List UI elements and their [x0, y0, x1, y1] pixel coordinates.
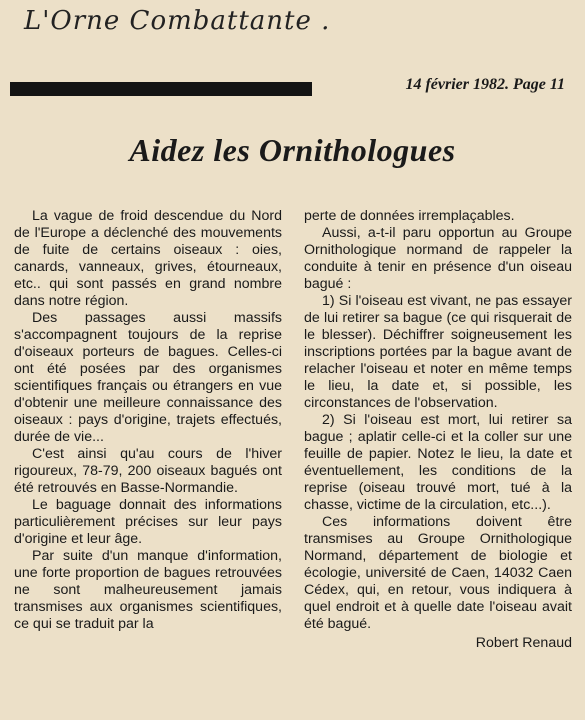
paragraph-continuation: perte de données irremplaçables. [304, 208, 515, 224]
author-signature: Robert Renaud [475, 635, 572, 651]
left-column [14, 208, 282, 708]
article-headline: Aidez les Ornithologues [129, 132, 456, 168]
paragraph: Le baguage donnait des informations particulièrement précises sur leur pays d'origine et leur âge. [14, 497, 282, 547]
handwritten-newspaper-title: L'Orne Combattante . [24, 6, 331, 36]
dateline: 14 février 1982. Page 11 [405, 76, 565, 93]
paragraph: Aussi, a-t-il paru opportun au Groupe Ornithologique normand de rappeler la conduite à tenir en présence d'un oiseau bagué : [304, 225, 572, 292]
paragraph: 2) Si l'oiseau est mort, lui retirer sa bague ; aplatir celle-ci et la coller sur une feuille de papier. Notez le lieu, la date et éventuellement, les conditions de la reprise (oiseau trouvé mort, tué à la chasse, victime de la circulation, etc...). [304, 412, 572, 513]
article-body [14, 208, 572, 708]
black-rule-bar [10, 82, 312, 96]
paragraph: 1) Si l'oiseau est vivant, ne pas essayer de lui retirer sa bague (ce qui risquerait de le blesser). Déchiffrer soigneusement les inscriptions portées par la bague avant de relacher l'oiseau et noter en même temps le lieu, la date et, si possible, les circonstances de l'observation. [304, 293, 572, 411]
paragraph: Ces informations doivent être transmises au Groupe Ornithologique Normand, département de biologie et écologie, université de Caen, 14032 Caen Cédex, qui, en retour, vous indiquera à quel endroit et à quelle date l'oiseau avait été bagué. [304, 514, 572, 632]
right-column [304, 208, 572, 708]
paragraph: Des passages aussi massifs s'accompagnent toujours de la reprise d'oiseaux porteurs de bagues. Celles-ci ont été posées par des organismes scientifiques français ou étrangers en vue d'obtenir une meilleure connaissance des oiseaux : pays d'origine, trajets effectués, durée de vie... [14, 310, 282, 445]
paragraph: C'est ainsi qu'au cours de l'hiver rigoureux, 78-79, 200 oiseaux bagués ont été retrouvés en Basse-Normandie. [14, 446, 282, 496]
paragraph: Par suite d'un manque d'information, une forte proportion de bagues retrouvées ne sont malheureusement jamais transmises aux organismes scientifiques, ce qui se traduit par la [14, 548, 282, 632]
paragraph: La vague de froid descendue du Nord de l'Europe a déclenché des mouvements de fuite de certains oiseaux : oies, canards, vanneaux, grives, étourneaux, etc.. qui sont passés en grand nombre dans notre région. [14, 208, 282, 309]
